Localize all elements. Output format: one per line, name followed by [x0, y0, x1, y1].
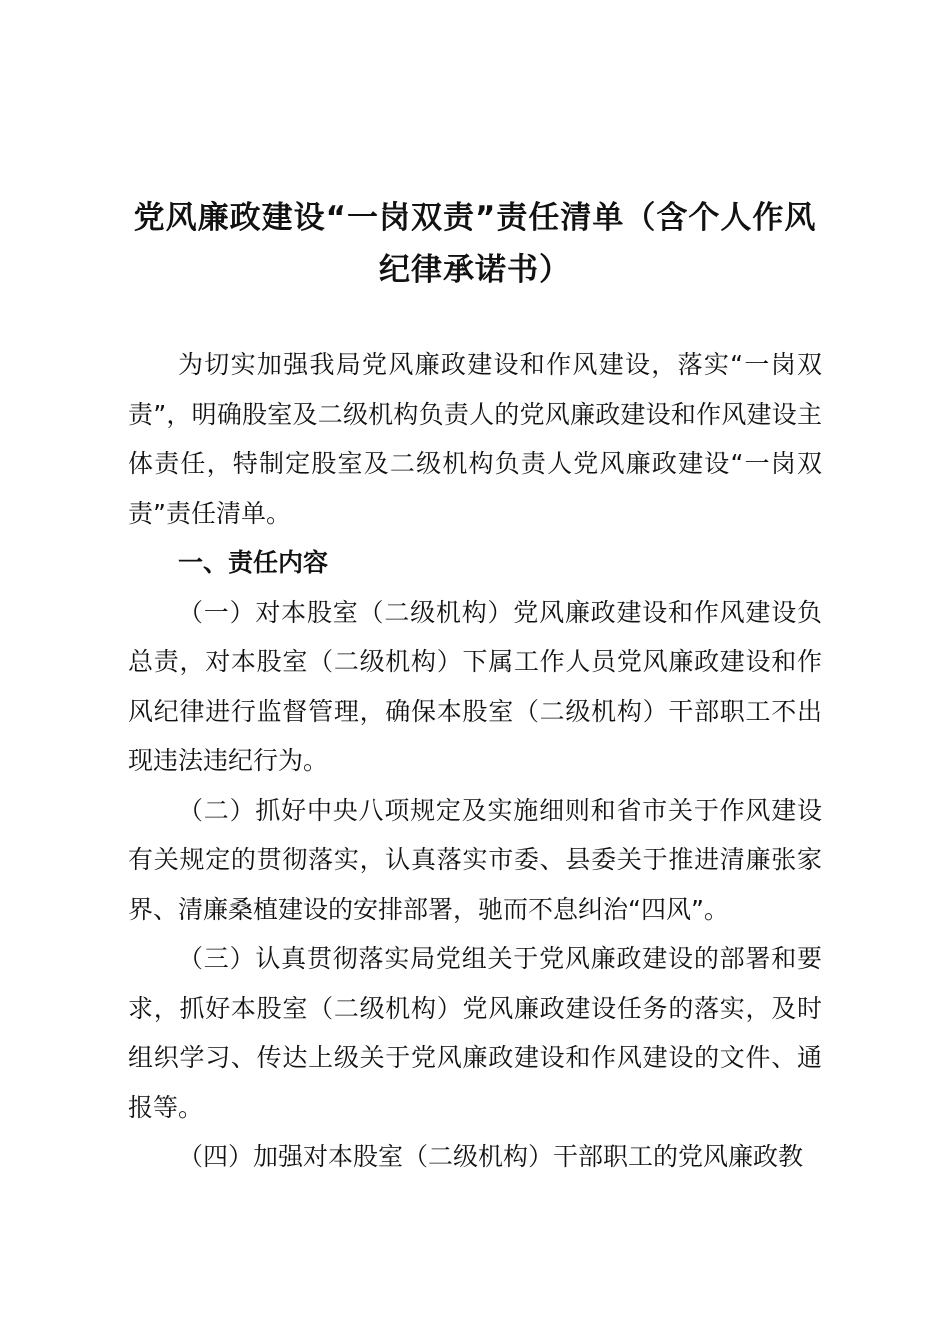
document-body [128, 340, 822, 1182]
section-heading: 一、责任内容 [178, 548, 329, 577]
document-title: 党风廉政建设“一岗双责”责任清单（含个人作风纪律承诺书） [133, 200, 817, 288]
intro-paragraph: 为切实加强我局党风廉政建设和作风建设，落实“一岗双责”，明确股室及二级机构负责人的党风廉政建设和作风建设主体责任，特制定股室及二级机构负责人党风廉政建设“一岗双责”责任清单。 [128, 350, 822, 528]
responsibility-item-2: （二）抓好中央八项规定及实施细则和省市关于作风建设有关规定的贯彻落实，认真落实市委、县委关于推进清廉张家界、清廉桑植建设的安排部署，驰而不息纠治“四风”。 [128, 795, 822, 924]
responsibility-item-4: （四）加强对本股室（二级机构）干部职工的党风廉政教 [178, 1142, 804, 1171]
responsibility-item-3: （三）认真贯彻落实局党组关于党风廉政建设的部署和要求，抓好本股室（二级机构）党风廉政建设任务的落实，及时组织学习、传达上级关于党风廉政建设和作风建设的文件、通报等。 [128, 944, 822, 1122]
responsibility-item-1: （一）对本股室（二级机构）党风廉政建设和作风建设负总责，对本股室（二级机构）下属工作人员党风廉政建设和作风纪律进行监督管理，确保本股室（二级机构）干部职工不出现违法违纪行为。 [128, 597, 822, 775]
